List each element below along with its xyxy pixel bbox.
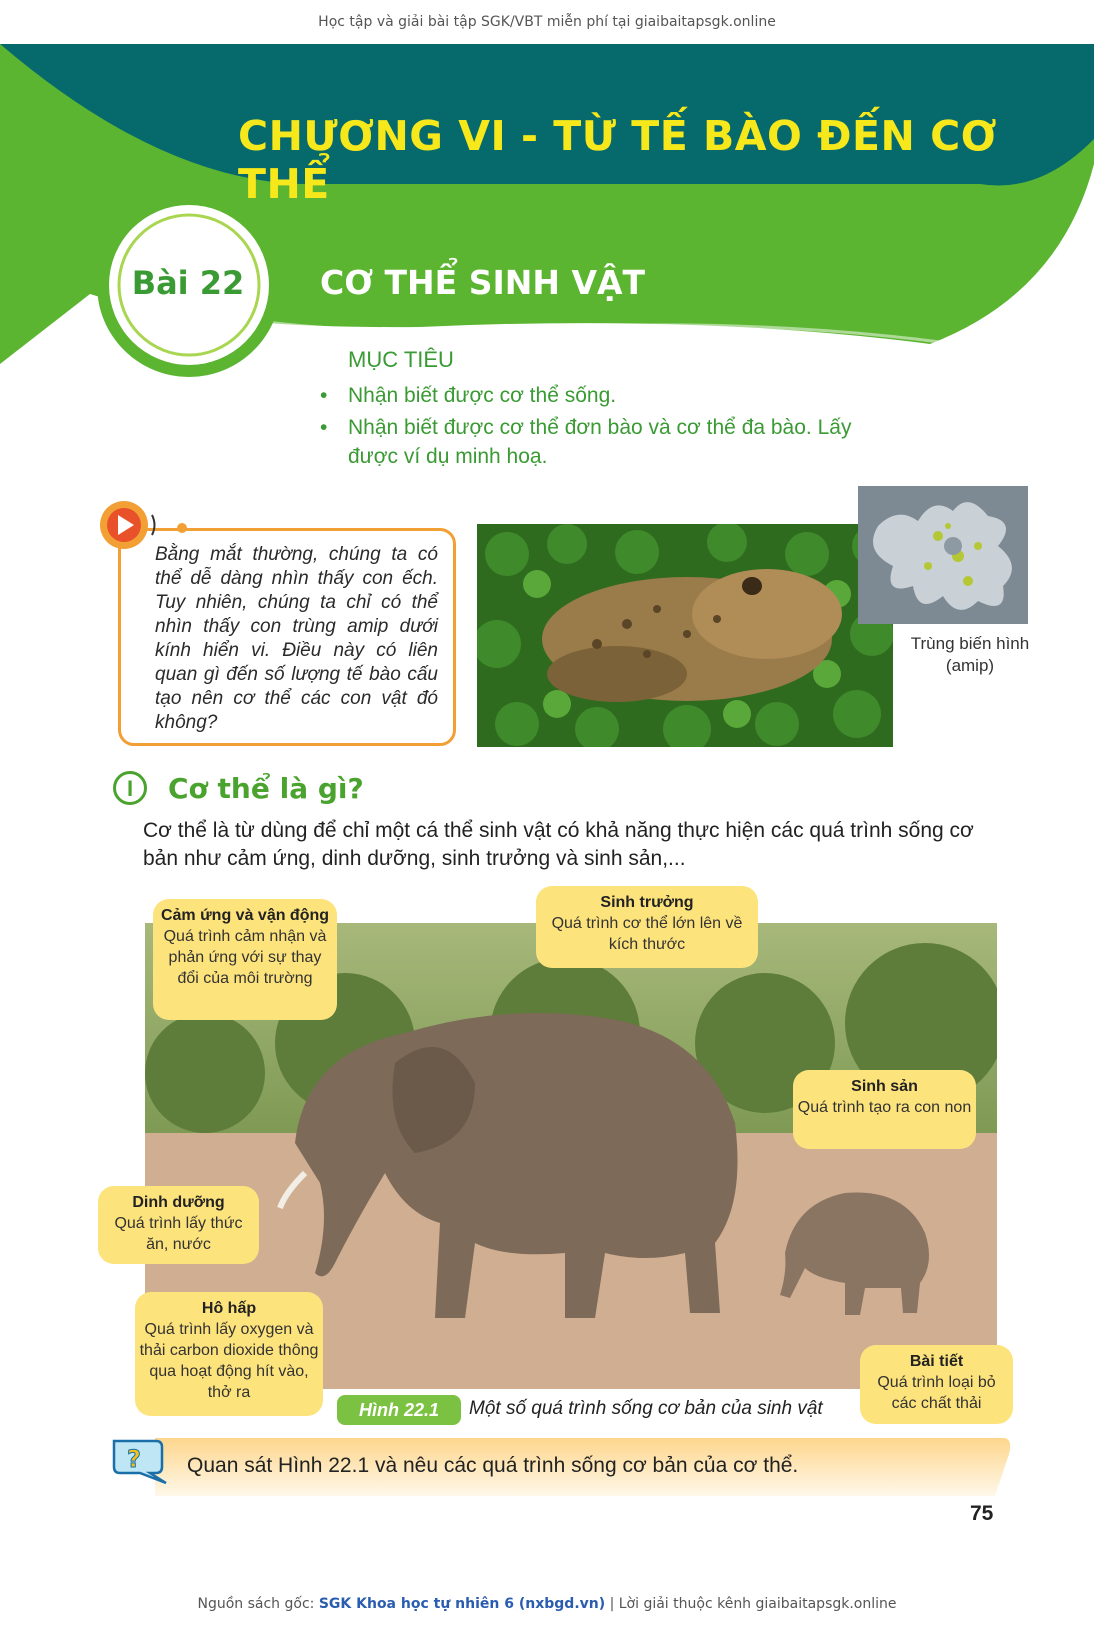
callout-text: Quá trình tạo ra con non <box>797 1099 972 1116</box>
callout-text: Quá trình loại bỏ các chất thải <box>877 1374 996 1412</box>
callout-text: Quá trình cơ thể lớn lên về kích thước <box>551 915 743 953</box>
callout-title: Cảm ứng và vận động <box>160 907 330 924</box>
frog-photo <box>477 524 893 747</box>
callout-sensing <box>153 899 337 1020</box>
source-suffix: | Lời giải thuộc kênh giaibaitapsgk.online <box>605 1596 897 1612</box>
svg-text:?: ? <box>127 1445 141 1473</box>
objectives-heading: MỤC TIÊU <box>348 347 454 372</box>
figure-caption: Một số quá trình sống cơ bản của sinh vật <box>469 1398 823 1419</box>
callout-title: Dinh dưỡng <box>132 1194 225 1211</box>
callout-text: Quá trình cảm nhận và phản ứng với sự thay đổi của môi trường <box>163 928 327 987</box>
box-dot-icon <box>176 522 188 534</box>
objective-item: • Nhận biết được cơ thể đơn bào và cơ thể đa bào. Lấy được ví dụ minh hoạ. <box>320 416 852 468</box>
section-title: Cơ thể là gì? <box>168 772 364 805</box>
amoeba-photo <box>858 486 1028 624</box>
page-number: 75 <box>970 1502 994 1525</box>
callout-nutrition <box>98 1186 259 1264</box>
figure-label: Hình 22.1 <box>337 1395 461 1425</box>
callout-growth <box>536 886 758 968</box>
site-top-banner: Học tập và giải bài tập SGK/VBT miễn phí tại giaibaitapsgk.online <box>318 14 776 30</box>
callout-respiration <box>135 1292 323 1416</box>
callout-title: Sinh sản <box>851 1078 918 1095</box>
callout-reproduction <box>793 1070 976 1149</box>
callout-title: Bài tiết <box>909 1353 964 1370</box>
lesson-title: CƠ THỂ SINH VẬT <box>320 263 646 302</box>
question-text: Quan sát Hình 22.1 và nêu các quá trình sống cơ bản của cơ thể. <box>187 1454 799 1477</box>
section-body: Cơ thể là từ dùng để chỉ một cá thể sinh vật có khả năng thực hiện các quá trình sống cơ bản như cảm ứng, dinh dưỡng, sinh trưởng và sinh sản,... <box>143 819 974 870</box>
callout-title: Hô hấp <box>201 1300 257 1317</box>
site-bottom-banner <box>0 1596 1094 1612</box>
objective-item: • Nhận biết được cơ thể sống. <box>320 384 617 407</box>
lesson-number: Bài 22 <box>131 264 245 302</box>
callout-text: Quá trình lấy oxygen và thải carbon dioxide thông qua hoạt động hít vào, thở ra <box>139 1321 319 1401</box>
source-prefix: Nguồn sách gốc: <box>197 1596 319 1612</box>
amoeba-caption: Trùng biến hình (amip) <box>910 634 1030 675</box>
callout-excretion <box>860 1345 1013 1424</box>
source-link[interactable]: SGK Khoa học tự nhiên 6 (nxbgd.vn) <box>318 1596 606 1612</box>
chapter-title: CHƯƠNG VI - TỪ TẾ BÀO ĐẾN CƠ THỂ <box>238 112 997 208</box>
section-number: I <box>113 771 147 805</box>
opening-question-text: Bằng mắt thường, chúng ta có thể dễ dàng nhìn thấy con ếch. Tuy nhiên, chúng ta chỉ có thể nhìn thấy con trùng amip dưới kính hiển vi. Điều này có liên quan gì đến số lượng tế bào cấu tạo nên cơ thể các con vật đó không? <box>155 544 438 733</box>
callout-title: Sinh trưởng <box>600 894 694 911</box>
question-mark-icon <box>110 1437 170 1489</box>
callout-text: Quá trình lấy thức ăn, nước <box>114 1215 243 1253</box>
